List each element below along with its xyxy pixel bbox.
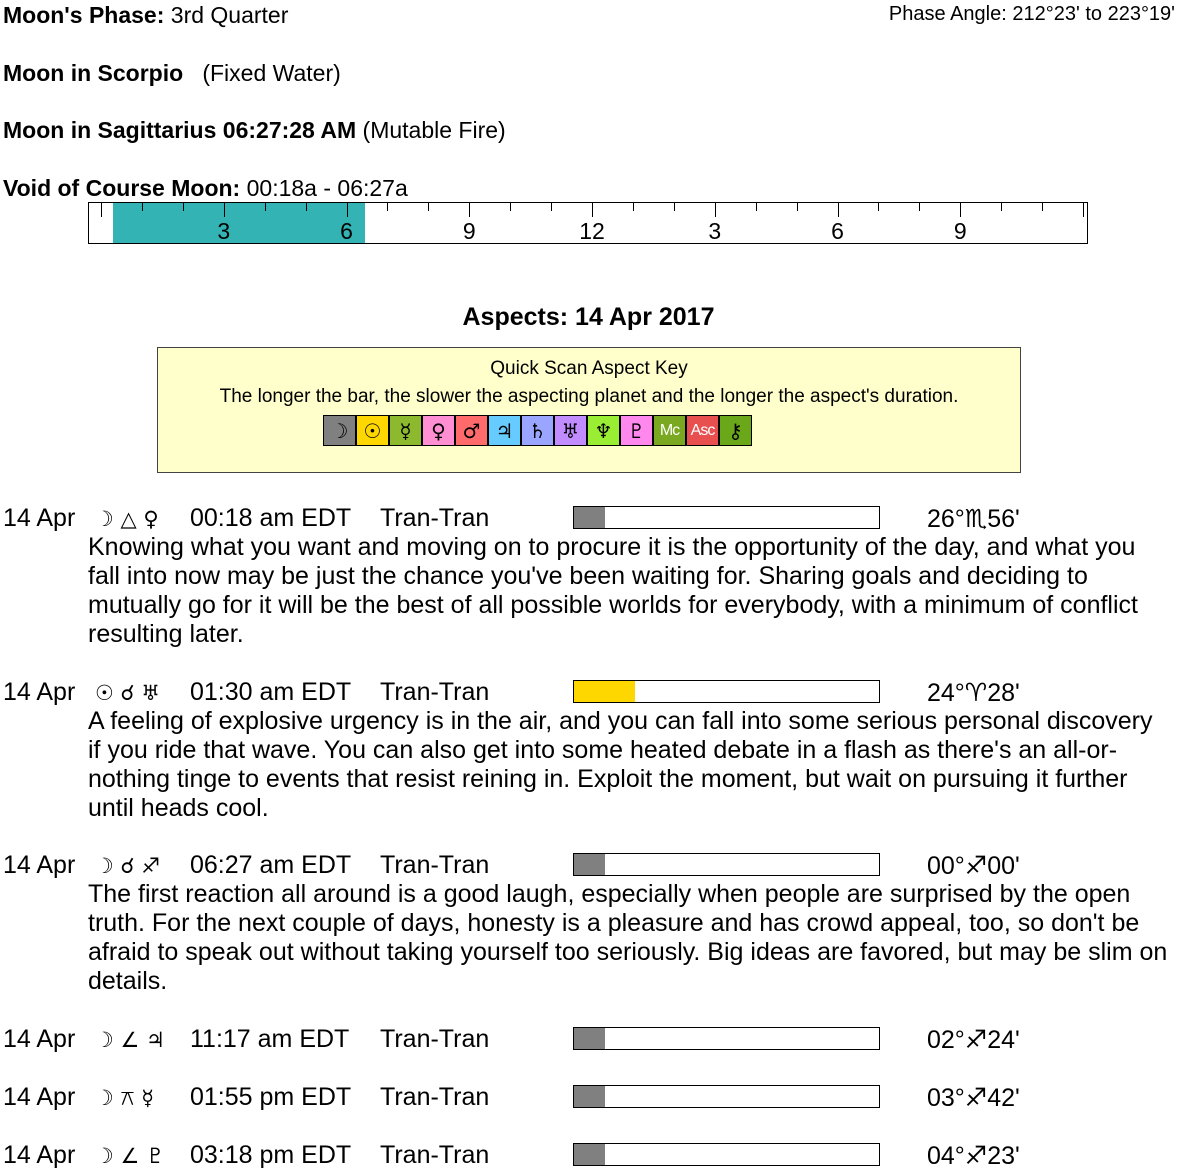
timeline-tick <box>510 203 511 211</box>
key-swatch-midheaven: Mc <box>653 415 686 446</box>
aspect-glyphs: ☽ ⚻ ☿ <box>95 1086 155 1110</box>
timeline-hour-label: 12 <box>579 218 605 244</box>
aspect-key-description: The longer the bar, the slower the aspecting planet and the longer the aspect's duration. <box>219 386 959 407</box>
key-swatch-saturn: ♄ <box>521 415 554 446</box>
voc-value: 00:18a - 06:27a <box>246 175 408 201</box>
void-of-course-fill <box>113 203 365 243</box>
key-swatch-ascendant: Asc <box>686 415 719 446</box>
key-swatch-moon: ☽ <box>323 415 356 446</box>
timeline-tick <box>1083 203 1084 217</box>
aspect-type: Tran-Tran <box>380 678 490 706</box>
moon-sign-2-quality: (Mutable Fire) <box>362 117 506 143</box>
aspect-position: 02°♐24' <box>927 1026 1020 1054</box>
timeline-tick <box>592 203 593 217</box>
aspect-duration-bar <box>573 1027 880 1050</box>
aspect-time: 01:55 pm EDT <box>190 1083 352 1111</box>
timeline-tick <box>101 203 102 217</box>
timeline-tick <box>183 203 184 211</box>
aspect-glyphs: ☽ △ ♀ <box>95 507 159 531</box>
aspect-time: 11:17 am EDT <box>190 1025 350 1053</box>
aspect-glyphs: ☽ ∠ ♃ <box>95 1028 165 1052</box>
aspect-time: 03:18 pm EDT <box>190 1141 352 1169</box>
aspect-date: 14 Apr <box>3 1141 76 1169</box>
timeline-tick <box>838 203 839 217</box>
timeline-tick <box>387 203 388 211</box>
phase-angle-value: 212°23' to 223°19' <box>1012 3 1175 25</box>
timeline-tick <box>306 203 307 211</box>
aspect-duration-fill <box>574 1144 605 1165</box>
timeline-hour-label: 3 <box>708 218 722 244</box>
aspect-duration-fill <box>574 1028 605 1049</box>
timeline-tick <box>715 203 716 217</box>
void-of-course-timeline <box>88 202 1088 244</box>
timeline-tick <box>756 203 757 211</box>
aspect-position: 26°♏56' <box>927 505 1020 533</box>
aspect-position: 00°♐00' <box>927 852 1020 880</box>
aspect-key-swatches <box>323 415 752 446</box>
aspect-date: 14 Apr <box>3 1025 76 1053</box>
aspect-time: 00:18 am EDT <box>190 504 352 532</box>
aspect-duration-fill <box>574 854 605 875</box>
aspects-title: Aspects: 14 Apr 2017 <box>462 303 715 331</box>
timeline-tick <box>674 203 675 211</box>
key-swatch-pluto: ♇ <box>620 415 653 446</box>
timeline-tick <box>878 203 879 211</box>
key-swatch-neptune: ♆ <box>587 415 620 446</box>
aspect-time: 01:30 am EDT <box>190 678 352 706</box>
timeline-tick <box>142 203 143 211</box>
aspect-type: Tran-Tran <box>380 1141 490 1169</box>
key-swatch-mars: ♂ <box>455 415 488 446</box>
aspect-glyphs: ☽ ☌ ♐ <box>95 854 161 878</box>
aspect-key-box <box>157 347 1021 473</box>
timeline-tick <box>1001 203 1002 211</box>
aspect-duration-bar <box>573 1085 880 1108</box>
voc-label: Void of Course Moon: <box>3 175 241 201</box>
timeline-tick <box>633 203 634 211</box>
key-swatch-mercury: ☿ <box>389 415 422 446</box>
timeline-tick <box>960 203 961 217</box>
aspect-type: Tran-Tran <box>380 1025 490 1053</box>
key-swatch-uranus: ♅ <box>554 415 587 446</box>
timeline-tick <box>224 203 225 217</box>
moon-sign-1-quality: (Fixed Water) <box>202 60 341 86</box>
timeline-tick <box>265 203 266 211</box>
aspect-duration-fill <box>574 507 605 528</box>
aspect-date: 14 Apr <box>3 504 76 532</box>
phase-angle-label: Phase Angle: <box>888 3 1007 25</box>
timeline-tick <box>347 203 348 217</box>
timeline-hour-label: 3 <box>217 218 231 244</box>
key-swatch-chiron: ⚷ <box>719 415 752 446</box>
moon-sign-1-line <box>3 60 341 87</box>
aspect-type: Tran-Tran <box>380 1083 490 1111</box>
key-swatch-venus: ♀ <box>422 415 455 446</box>
timeline-tick <box>469 203 470 217</box>
moon-sign-1: Moon in Scorpio <box>3 60 184 86</box>
void-of-course-line <box>3 175 408 202</box>
timeline-hour-label: 6 <box>340 218 353 244</box>
aspect-position: 04°♐23' <box>927 1142 1020 1170</box>
moon-sign-2: Moon in Sagittarius 06:27:28 AM <box>3 117 357 143</box>
timeline-hour-label: 9 <box>953 218 967 244</box>
timeline-hour-label: 9 <box>462 218 476 244</box>
aspect-description: Knowing what you want and moving on to procure it is the opportunity of the day, and what you fall into now may be just the chance you've been waiting for. Sharing goals and deciding to mutually go for it will be the best of all possible worlds for everybody, with a minimum of conflict resulting later. <box>88 533 1138 648</box>
timeline-tick <box>551 203 552 211</box>
aspect-position: 03°♐42' <box>927 1084 1020 1112</box>
key-swatch-sun: ☉ <box>356 415 389 446</box>
moon-phase-line <box>3 2 288 29</box>
aspect-glyphs: ☉ ☌ ♅ <box>95 681 161 705</box>
key-swatch-jupiter: ♃ <box>488 415 521 446</box>
aspect-duration-bar <box>573 680 880 703</box>
aspect-duration-bar <box>573 1143 880 1166</box>
timeline-tick <box>797 203 798 211</box>
aspect-duration-bar <box>573 506 880 529</box>
aspect-date: 14 Apr <box>3 851 76 879</box>
phase-angle-line <box>889 3 1175 26</box>
aspect-duration-bar <box>573 853 880 876</box>
aspect-time: 06:27 am EDT <box>190 851 352 879</box>
aspect-duration-fill <box>574 1086 605 1107</box>
aspect-date: 14 Apr <box>3 678 76 706</box>
timeline-tick <box>919 203 920 211</box>
aspect-description: The first reaction all around is a good laugh, especially when people are surprised by the open truth. For the next couple of days, honesty is a pleasure and has crowd appeal, too, so don't be afraid to speak out without taking yourself too seriously. Big ideas are favored, but may be slim on details. <box>88 880 1168 995</box>
aspect-position: 24°♈28' <box>927 679 1020 707</box>
aspect-date: 14 Apr <box>3 1083 76 1111</box>
moon-phase-value: 3rd Quarter <box>170 2 289 28</box>
timeline-tick <box>428 203 429 211</box>
aspect-duration-fill <box>574 681 635 702</box>
moon-phase-label: Moon's Phase: <box>3 2 165 28</box>
aspect-type: Tran-Tran <box>380 504 490 532</box>
aspect-glyphs: ☽ ∠ ♇ <box>95 1144 165 1168</box>
aspect-description: A feeling of explosive urgency is in the air, and you can fall into some serious personal discovery if you ride that wave. You can also get into some heated debate in a flash as there's an all-or-nothing tinge to events that resist reining in. Exploit the moment, but wait on pursuing it further until heads cool. <box>88 707 1153 822</box>
timeline-tick <box>1042 203 1043 211</box>
aspect-type: Tran-Tran <box>380 851 490 879</box>
moon-sign-2-line <box>3 117 506 144</box>
aspect-key-title: Quick Scan Aspect Key <box>490 358 688 379</box>
timeline-hour-label: 6 <box>831 218 844 244</box>
